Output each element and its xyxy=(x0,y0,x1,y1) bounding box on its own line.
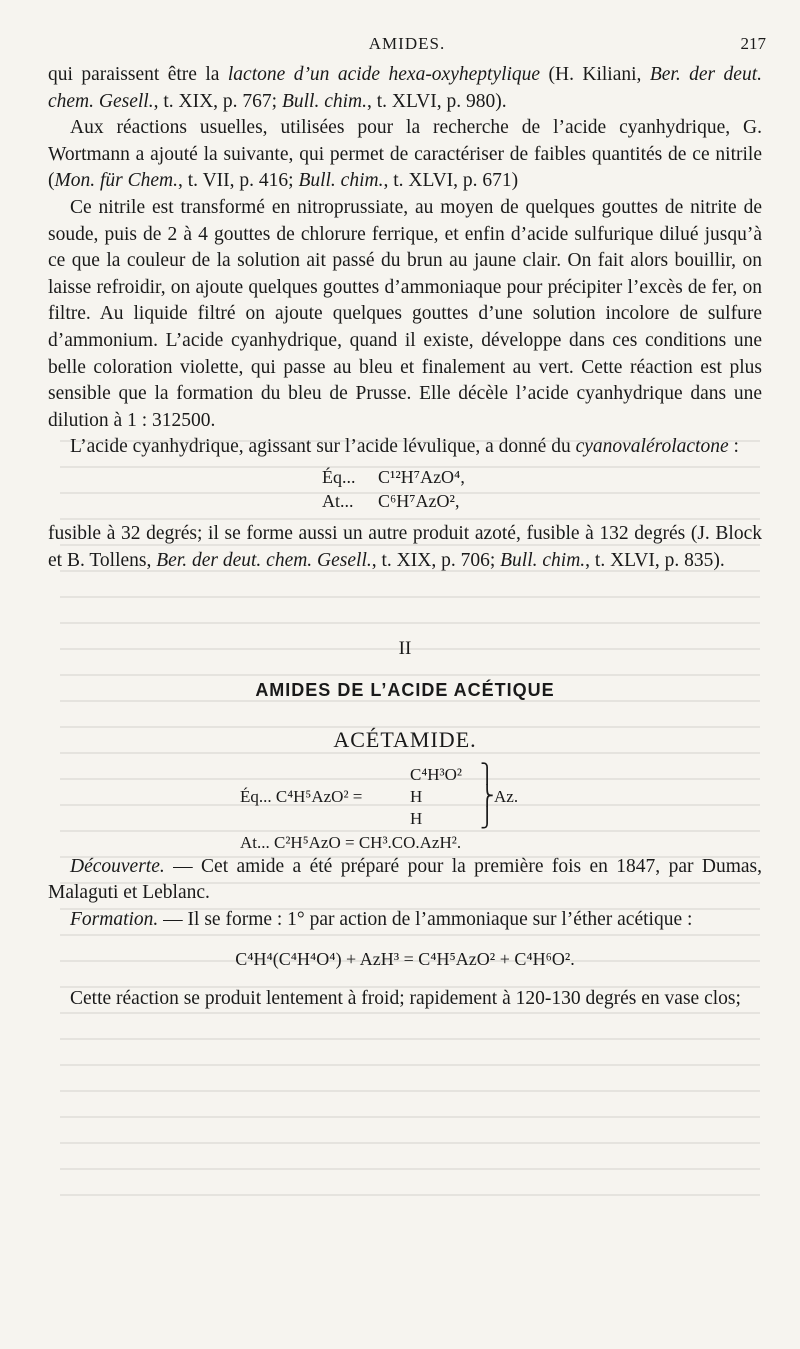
paragraph-wortmann: Aux réactions usuelles, utilisées pour la recherche de l’acide cyanhydrique, G. Wortmann a ajouté la suivante, qui permet de caractériser de faibles quantités de ce nitrile (Mon. für Chem., t. VII, p. 416; Bull. chim., t. XLVI, p. 671) xyxy=(48,117,762,192)
section-title: AMIDES DE L’ACIDE ACÉTIQUE xyxy=(255,679,555,700)
paragraph-continuation: qui paraissent être la lactone d’un acide hexa-oxyheptylique (H. Kiliani, Ber. der deut. chem. Gesell., t. XIX, p. 767; Bull. chim., t. XLVI, p. 980). xyxy=(48,64,762,112)
paragraph-discovery: Découverte. — Cet amide a été préparé pour la première fois en 1847, par Dumas, Malaguti et Leblanc. xyxy=(48,855,762,904)
running-header xyxy=(48,34,766,56)
section-number: II xyxy=(398,638,412,660)
formula-acetamide: Éq... C⁴H⁵AzO² = C⁴H³O² H H ⎫ ⎬ ⎭ Az. At... C²H⁵AzO = CH³.CO.AzH². xyxy=(240,763,519,852)
running-title: AMIDES. xyxy=(368,34,446,53)
formula-cyanovalerolactone: Éq... C¹²H⁷AzO⁴, At... C⁶H⁷AzO², xyxy=(322,466,465,511)
subsection-title: ACÉTAMIDE. xyxy=(333,727,477,753)
paragraph-procedure: Ce nitrile est transformé en nitroprussiate, au moyen de quelques gouttes de nitrite de soude, puis de 2 à 4 gouttes de chlorure ferrique, et enfin d’acide sulfurique dilué jusqu’à ce que la couleur de la solution ait passé du brun au jaune clair. On fait alors bouillir, on laisse refroidir, on ajoute quelques gouttes d’ammoniaque pour précipiter l’excès de fer, on filtre. Au liquide filtré on ajoute quelques gouttes d’une solution incolore de sulfure d’ammonium. L’acide cyanhydrique, quand il existe, développe dans ces conditions une belle coloration violette, qui passe au bleu et finalement au vert. Cette réaction est plus sensible que la formation du bleu de Prusse. Elle décèle l’acide cyanhydrique dans une dilution à 1 : 312500. xyxy=(48,196,762,431)
paragraph-fusible: fusible à 32 degrés; il se forme aussi un autre produit azoté, fusible à 132 degrés (J. Block et B. Tollens, Ber. der deut. chem. Gesell., t. XIX, p. 706; Bull. chim., t. XLVI, p. 835). xyxy=(48,522,762,571)
page-number: 217 xyxy=(740,34,766,53)
brace-symbol: ⎫ ⎬ ⎭ xyxy=(480,763,495,829)
reaction-equation: C⁴H⁴(C⁴H⁴O⁴) + AzH³ = C⁴H⁵AzO² + C⁴H⁶O². xyxy=(235,948,575,969)
paragraph-cyanovalerolactone: L’acide cyanhydrique, agissant sur l’acide lévulique, a donné du cyanovalérolactone : xyxy=(70,436,739,458)
paragraph-formation: Formation. — Il se forme : 1° par action de l’ammoniaque sur l’éther acétique : xyxy=(70,909,693,931)
paragraph-reaction-conditions: Cette réaction se produit lentement à froid; rapidement à 120-130 degrés en vase clos; xyxy=(70,988,741,1010)
page-body xyxy=(48,62,762,1013)
